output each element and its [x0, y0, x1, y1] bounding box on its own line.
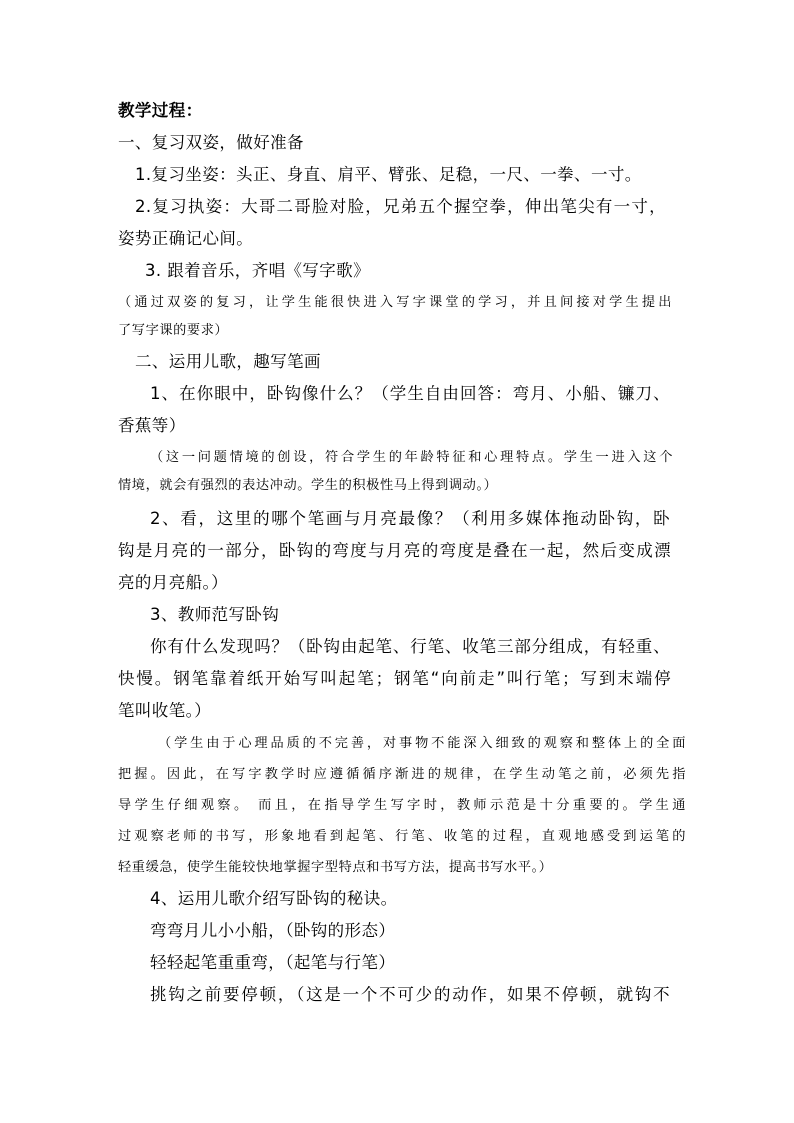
note-line: 情境，就会有强烈的表达冲动。学生的积极性马上得到调动。） [118, 478, 498, 493]
question-two-cont: 钩是月亮的一部分，卧钩的弯度与月亮的弯度是叠在一起，然后变成漂 [118, 541, 671, 560]
question-one-cont: 香蕉等） [118, 416, 186, 435]
note-line: 了写字课的要求） [118, 323, 229, 338]
item-pen-grip: 2.复习执姿：大哥二哥脸对脸，兄弟五个握空拳，伸出笔尖有一寸， [135, 197, 666, 216]
rhyme-line: 弯弯月儿小小船，（卧钩的形态） [150, 921, 396, 940]
section-title: 教学过程： [118, 101, 203, 120]
note-line: 轻重缓急，使学生能较快地掌握字型特点和书写方法，提高书写水平。） [118, 860, 553, 875]
item-sitting-posture: 1.复习坐姿：头正、身直、肩平、臂张、足稳，一尺、一拳、一寸。 [135, 165, 642, 184]
heading-nursery-rhymes: 二、运用儿歌，趣写笔画 [135, 352, 321, 371]
step-four: 4、运用儿歌介绍写卧钩的秘诀。 [150, 889, 398, 908]
discovery-text: 你有什么发现吗？（卧钩由起笔、行笔、收笔三部分组成，有轻重、 [150, 637, 670, 656]
note-line: 把握。因此，在写字教学时应遵循循序渐进的规律，在学生动笔之前，必须先指 [118, 767, 686, 782]
question-two-end: 亮的月亮船。） [118, 573, 229, 592]
heading-review-posture: 一、复习双姿，做好准备 [118, 133, 304, 152]
item-sing-along: 3. 跟着音乐，齐唱《写字歌》 [145, 261, 370, 280]
rhyme-line: 轻轻起笔重重弯，（起笔与行笔） [150, 953, 396, 972]
note-line: 过观察老师的书写，形象地看到起笔、行笔、收笔的过程，直观地感受到运笔的 [118, 829, 686, 844]
question-two: 2、看，这里的哪个笔画与月亮最像？（利用多媒体拖动卧钩，卧 [150, 509, 670, 528]
rhyme-line: 挑钩之前要停顿，（这是一个不可少的动作，如果不停顿，就钩不 [150, 985, 670, 1004]
question-one: 1、在你眼中，卧钩像什么？（学生自由回答：弯月、小船、镰刀、 [150, 384, 670, 403]
step-three: 3、教师范写卧钩 [150, 605, 280, 624]
note-line: （学生由于心理品质的不完善，对事物不能深入细致的观察和整体上的全面 [158, 736, 686, 751]
note-line: （这一问题情境的创设，符合学生的年龄特征和心理特点。学生一进入这个 [150, 450, 673, 465]
discovery-text-cont: 快慢。钢笔靠着纸开始写叫起笔；钢笔“向前走”叫行笔；写到末端停 [118, 669, 671, 688]
note-line: 导学生仔细观察。 而且，在指导学生写字时，教师示范是十分重要的。学生通 [118, 798, 686, 813]
discovery-text-end: 笔叫收笔。） [118, 701, 212, 720]
note-line: （通过双姿的复习，让学生能很快进入写字课堂的学习，并且间接对学生提出 [118, 295, 672, 310]
item-pen-grip-cont: 姿势正确记心间。 [118, 229, 254, 248]
